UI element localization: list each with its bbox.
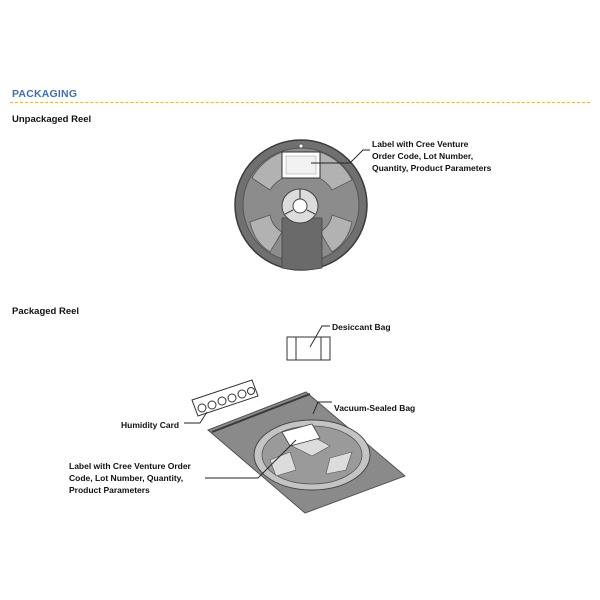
callout-line: Quantity, Product Parameters [372, 163, 492, 173]
callout-line: Label with Cree Venture [372, 139, 469, 149]
humidity-card-illustration [192, 380, 258, 416]
callout-line: Order Code, Lot Number, [372, 151, 474, 161]
callout-line: Code, Lot Number, Quantity, [69, 473, 184, 483]
vacuum-bag-callout: Vacuum-Sealed Bag [334, 403, 416, 413]
packaged-reel-heading: Packaged Reel [12, 306, 80, 317]
callout-line: Label with Cree Venture Order [69, 461, 191, 471]
unpackaged-reel-heading: Unpackaged Reel [12, 114, 92, 125]
humidity-card-callout: Humidity Card [121, 420, 180, 430]
packaged-label-callout [69, 460, 191, 496]
unpackaged-reel-illustration [235, 140, 367, 270]
desiccant-bag-callout: Desiccant Bag [332, 322, 391, 332]
desiccant-bag-illustration [287, 337, 330, 360]
section-title: PACKAGING [12, 88, 78, 100]
callout-line: Product Parameters [69, 485, 150, 495]
reel-label-callout [372, 138, 491, 174]
